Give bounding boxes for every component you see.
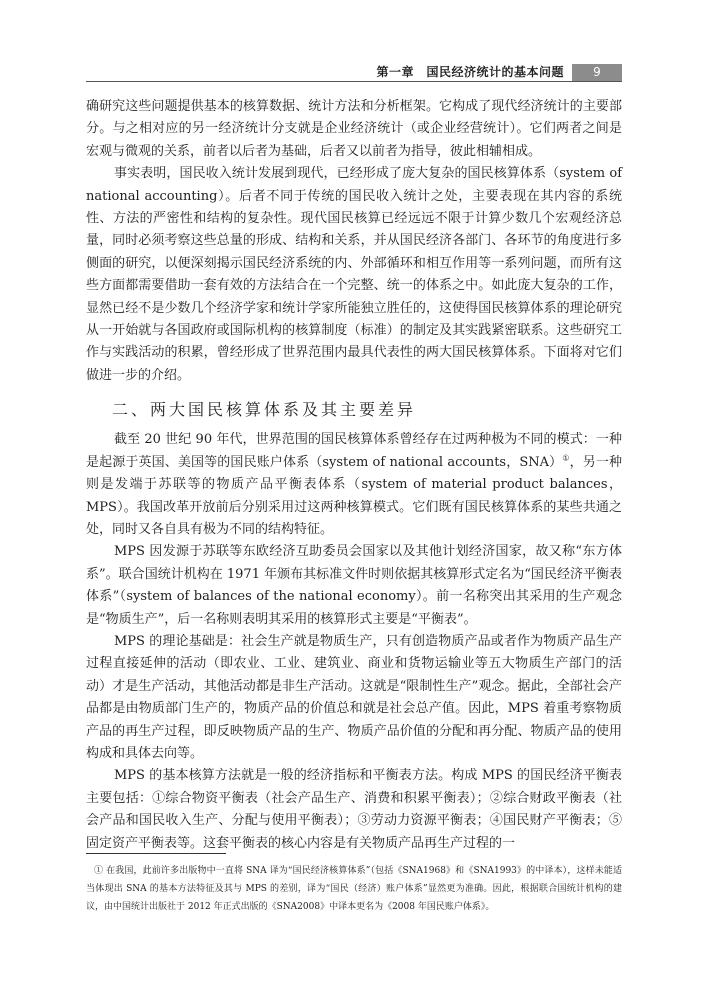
paragraph-2: 事实表明，国民收入统计发展到现代，已经形成了庞大复杂的国民核算体系（system of national accounting）。后者不同于传统的国民收入统计之处，主要表现在其内容的系统性、方法的严密性和结构的复杂性。现代国民核算已经远远不限于计算少数几个宏观经济总量，同时必须考察这些总量的形成、结构和关系，并从国民经济各部门、各环节的角度进行多侧面的研究，以便深刻揭示国民经济系统的内、外部循环和相互作用等一系列问题，而所有这些方面都需要借助一套有效的方法结合在一个完整、统一的体系之中。如此庞大复杂的工作，显然已经不是少数几个经济学家和统计学家所能独立胜任的，这使得国民核算体系的理论研究从一开始就与各国政府或国际机构的核算制度（标准）的制定及其实践紧密联系。这些研究工作与实践活动的积累，曾经形成了世界范围内最具代表性的两大国民核算体系。下面将对它们做进一步的介绍。 [86, 166, 622, 383]
paragraph-6: MPS 的基本核算方法就是一般的经济指标和平衡表方法。构成 MPS 的国民经济平衡表主要包括：①综合物资平衡表（社会产品生产、消费和积累平衡表）；②综合财政平衡表（社会产品和国民收入生产、分配与使用平衡表）；③劳动力资源平衡表；④国民财产平衡表；⑤固定资产平衡表等。这套平衡表的核心内容是有关物质产品再生产过程的一 [86, 768, 622, 851]
header-rule [86, 81, 622, 82]
footnote-mark: ① [94, 866, 104, 876]
paragraph-5: MPS 的理论基础是：社会生产就是物质生产，只有创造物质产品或者作为物质产品生产过程直接延伸的活动（即农业、工业、建筑业、商业和货物运输业等五大物质生产部门的活动）才是生产活动，其他活动都是非生产活动。这就是“限制性生产”观念。据此，全部社会产品都是由物质部门生产的，物质产品的价值总和就是社会总产值。因此，MPS 着重考察物质产品的再生产过程，即反映物质产品的生产、物质产品价值的分配和再分配、物质产品的使用构成和具体去向等。 [86, 633, 622, 761]
section-heading: 二、两大国民核算体系及其主要差异 [112, 400, 417, 420]
chapter-title: 第一章 国民经济统计的基本问题 [376, 65, 564, 79]
paragraph-3-text-a: 截至 20 世纪 90 年代，世界范围的国民核算体系曾经存在过两种极为不同的模式：一种是起源于英国、美国等的国民账户体系（system of national accounts，SNA） [86, 432, 622, 470]
page-number: 9 [572, 64, 622, 81]
running-header [86, 64, 622, 81]
paragraph-1: 确研究这些问题提供基本的核算数据、统计方法和分析框架。它构成了现代经济统计的主要部分。与之相对应的另一经济统计分支就是企业经济统计（或企业经营统计）。它们两者之间是宏观与微观的关系，前者以后者为基础，后者又以前者为指导，彼此相辅相成。 [86, 99, 622, 159]
paragraph-3-text-b: ，另一种则是发端于苏联等的物质产品平衡表体系（system of material product balances，MPS）。我国改革开放前后分别采用过这两种核算模式。它们既有国民核算体系的某些共通之处，同时又各自具有极为不同的结构特征。 [86, 454, 623, 537]
paragraph-4: MPS 因发源于苏联等东欧经济互助委员会国家以及其他计划经济国家，故又称“东方体系”。联合国统计机构在 1971 年颁布其标准文件时则依据其核算形式定名为“国民经济平衡表体系”（system of balances of the national economy）。前一名称突出其采用的生产观念是“物质生产”，后一名称则表明其采用的核算形式主要是“平衡表”。 [86, 544, 622, 627]
footnote-rule [86, 853, 226, 854]
paragraph-3 [86, 429, 622, 541]
footnote-reference[interactable]: ① [562, 453, 570, 463]
footnote [86, 862, 622, 916]
footnote-text: 在我国，此前许多出版物中一直将 SNA 译为“国民经济核算体系”（包括《SNA1968》和《SNA1993》的中译本），这样未能适当体现出 SNA 的基本方法特征及其与 MPS 的差别，译为“国民（经济）账户体系”显然更为准确。因此，根据联合国统计机构的建议，由中国统计出版社于 2012 年正式出版的《SNA2008》中译本更名为《2008 年国民账户体系》。 [86, 866, 622, 912]
body-text [86, 96, 622, 855]
